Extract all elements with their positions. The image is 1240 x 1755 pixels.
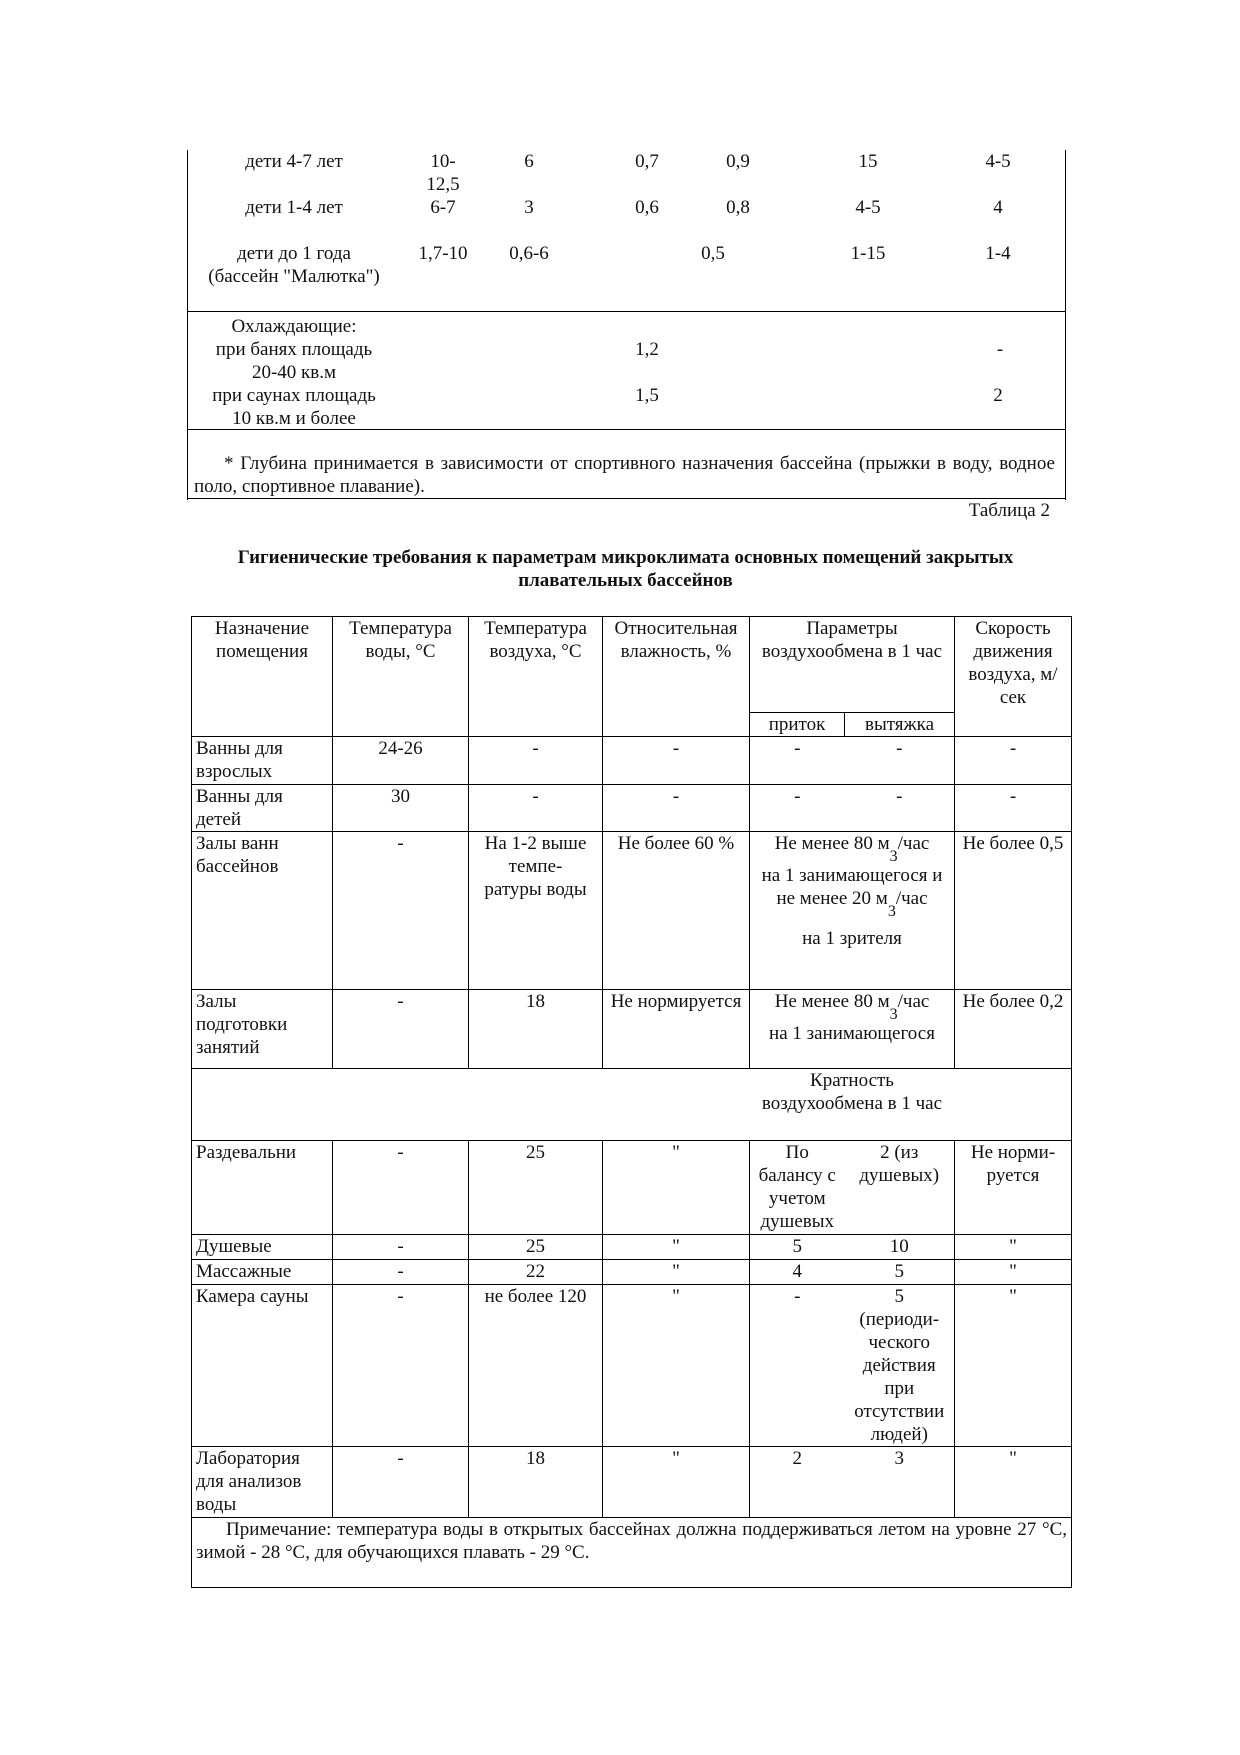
table-note: Примечание: температура воды в открытых бассейнах должна поддерживаться летом на уровне 27 °С, зимой - 28 °С, для обучающихся плавать - 29 °С.: [192, 1518, 1072, 1588]
cell: 30: [333, 785, 469, 832]
cell: 0,6: [635, 197, 659, 218]
cell: 24-26: [333, 737, 469, 785]
section-label: Охлаждающие:: [231, 316, 357, 337]
row-name: Ванны для взрослых: [192, 737, 333, 785]
cell: 4-5: [855, 197, 881, 218]
cell: 25: [469, 1235, 603, 1260]
cell: -: [333, 1260, 469, 1285]
empty-cell: [192, 1069, 333, 1141]
microclimate-table: [191, 616, 1072, 1588]
cell: 15: [858, 151, 878, 172]
exchange-unit: /час: [897, 991, 930, 1012]
cell: ": [603, 1141, 750, 1235]
row-name: Ванны для детей: [192, 785, 333, 832]
cell: -: [469, 737, 603, 785]
cell: -: [333, 832, 469, 990]
cell: не более 120: [469, 1285, 603, 1447]
exchange-text: Не менее 80 м: [774, 991, 890, 1012]
cell: 22: [469, 1260, 603, 1285]
cell: 1-4: [985, 243, 1011, 264]
cell: 1,7-10: [418, 243, 468, 264]
cell: -: [750, 1285, 845, 1447]
cell: Не более 0,2: [955, 990, 1072, 1069]
cell: ": [955, 1235, 1072, 1260]
exchange-line: на 1 зрителя: [802, 928, 902, 949]
row-label: при банях площадь 20-40 кв.м: [215, 339, 373, 383]
cell: 6-7: [430, 197, 456, 218]
exchange-line: [754, 864, 950, 920]
cube-sup: 3: [889, 1006, 898, 1023]
header-water-temp: Температура воды, °С: [333, 617, 469, 737]
top-table: [187, 150, 1066, 500]
exchange-line: на 1 занимающегося: [769, 1023, 935, 1044]
cell: -: [750, 785, 845, 832]
row-label: дети 4-7 лет: [245, 151, 343, 172]
row-name: Душевые: [192, 1235, 333, 1260]
cell: -: [469, 785, 603, 832]
cell: -: [955, 785, 1072, 832]
cell: -: [603, 785, 750, 832]
exchange-line: [754, 832, 950, 865]
multiplicity-label: Кратность воздухообмена в 1 час: [750, 1069, 955, 1141]
divider: [188, 311, 1065, 312]
cell: 0,8: [726, 197, 750, 218]
cell: 18: [469, 1447, 603, 1518]
exchange-unit: /час: [897, 833, 930, 854]
exchange-cell: [750, 832, 955, 990]
cell: Не нормируется: [603, 990, 750, 1069]
cell: -: [333, 990, 469, 1069]
cell: 2 (из душевых): [845, 1141, 955, 1235]
cell: -: [996, 339, 1004, 360]
row-name: Массажные: [192, 1260, 333, 1285]
cell: 1-15: [850, 243, 886, 264]
cell: -: [333, 1235, 469, 1260]
cell: 4: [993, 197, 1003, 218]
exchange-text: Не менее 80 м: [774, 833, 890, 854]
cell: 2: [993, 385, 1003, 406]
cell: ": [955, 1285, 1072, 1447]
cell: 25: [469, 1141, 603, 1235]
cell: Не более 60 %: [603, 832, 750, 990]
header-air-speed: Скорость движения воздуха, м/сек: [955, 617, 1072, 737]
header-outflow: вытяжка: [845, 713, 955, 737]
header-air-temp: Температура воздуха, °С: [469, 617, 603, 737]
cell: 4: [750, 1260, 845, 1285]
row-label: при саунах площадь 10 кв.м и более: [212, 385, 376, 429]
cell: 5 (периоди- ческого действия при отсутствии людей): [845, 1285, 955, 1447]
divider: [188, 429, 1065, 430]
row-name: Лаборатория для анализов воды: [192, 1447, 333, 1518]
cell: -: [845, 785, 955, 832]
cell: Не более 0,5: [955, 832, 1072, 990]
cell: 0,9: [726, 151, 750, 172]
table-caption: Таблица 2: [968, 500, 1050, 521]
cell: ": [603, 1447, 750, 1518]
row-name: Раздевальни: [192, 1141, 333, 1235]
exchange-text: на 1 занимающегося и не менее 20 м: [761, 865, 943, 909]
cell: 3: [845, 1447, 955, 1518]
footnote: * Глубина принимается в зависимости от спортивного назначения бассейна (прыжки в воду, водное поло, спортивное плавание).: [194, 453, 1055, 497]
cell: -: [603, 737, 750, 785]
cell: -: [750, 737, 845, 785]
cell: 2: [750, 1447, 845, 1518]
row-name: Залы подготовки занятий: [192, 990, 333, 1069]
cell: 1,5: [635, 385, 659, 406]
row-label: дети 1-4 лет: [245, 197, 343, 218]
cell: 10- 12,5: [426, 151, 460, 195]
empty-cell: [955, 1069, 1072, 1141]
cell: 0,5: [701, 243, 725, 264]
exchange-line: [754, 990, 950, 1023]
cell: ": [603, 1260, 750, 1285]
header-inflow: приток: [750, 713, 845, 737]
cell: ": [955, 1447, 1072, 1518]
cell: 5: [845, 1260, 955, 1285]
row-name: Залы ванн бассейнов: [192, 832, 333, 990]
cell: По балансу с учетом душевых: [750, 1141, 845, 1235]
cell: 4-5: [985, 151, 1011, 172]
cube-sup: 3: [887, 903, 896, 920]
cell: 6: [524, 151, 534, 172]
header-purpose: Назначение помещения: [192, 617, 333, 737]
cell: 5: [750, 1235, 845, 1260]
divider: [188, 498, 1065, 499]
cell: 10: [845, 1235, 955, 1260]
cell: 1,2: [635, 339, 659, 360]
cell: -: [955, 737, 1072, 785]
cell: 18: [469, 990, 603, 1069]
cell: -: [333, 1447, 469, 1518]
cell: 0,7: [635, 151, 659, 172]
cell: ": [603, 1285, 750, 1447]
row-label: дети до 1 года (бассейн "Малютка"): [208, 243, 380, 287]
header-exchange: Параметры воздухообмена в 1 час: [750, 617, 955, 713]
row-name: Камера сауны: [192, 1285, 333, 1447]
cell: ": [955, 1260, 1072, 1285]
empty-cell: [469, 1069, 603, 1141]
cell: На 1-2 выше темпе- ратуры воды: [469, 832, 603, 990]
cell: -: [333, 1285, 469, 1447]
cell: 0,6-6: [509, 243, 549, 264]
header-humidity: Относительная влажность, %: [603, 617, 750, 737]
cell: Не норми- руется: [955, 1141, 1072, 1235]
cell: ": [603, 1235, 750, 1260]
cube-sup: 3: [889, 848, 898, 865]
cell: -: [333, 1141, 469, 1235]
cell: 3: [524, 197, 534, 218]
empty-cell: [603, 1069, 750, 1141]
page-title: Гигиенические требования к параметрам микроклимата основных помещений закрытых плавательных бассейнов: [237, 547, 1014, 591]
cell: -: [845, 737, 955, 785]
exchange-cell: [750, 990, 955, 1069]
exchange-unit: /час: [895, 888, 928, 909]
empty-cell: [333, 1069, 469, 1141]
